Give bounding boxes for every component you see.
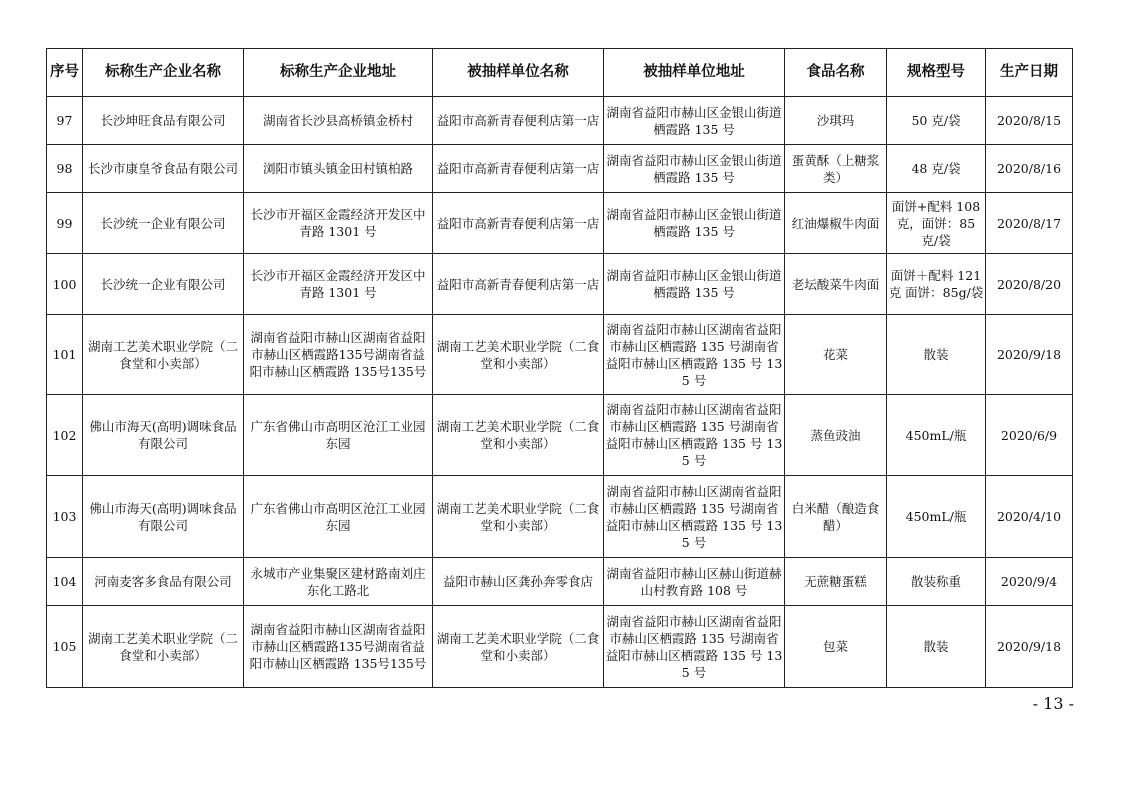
cell-specification: 散装 xyxy=(887,606,986,688)
cell-serial-number: 104 xyxy=(47,558,83,606)
header-specification: 规格型号 xyxy=(887,49,986,97)
table-row xyxy=(47,193,1073,254)
cell-serial-number: 102 xyxy=(47,395,83,476)
cell-manufacturer-name: 长沙坤旺食品有限公司 xyxy=(83,97,244,145)
cell-manufacturer-address: 长沙市开福区金霞经济开发区中青路 1301 号 xyxy=(244,254,433,315)
cell-specification: 散装称重 xyxy=(887,558,986,606)
cell-sampled-unit-name: 益阳市高新青春便利店第一店 xyxy=(433,254,604,315)
cell-production-date: 2020/9/18 xyxy=(986,315,1073,395)
cell-specification: 面饼+配料 108 克，面饼：85 克/袋 xyxy=(887,193,986,254)
cell-manufacturer-address: 湖南省益阳市赫山区湖南省益阳市赫山区栖霞路135号湖南省益阳市赫山区栖霞路 135号135号 xyxy=(244,606,433,688)
cell-production-date: 2020/6/9 xyxy=(986,395,1073,476)
cell-specification: 散装 xyxy=(887,315,986,395)
cell-sampled-unit-address: 湖南省益阳市赫山区金银山街道栖霞路 135 号 xyxy=(604,254,785,315)
header-food-name: 食品名称 xyxy=(785,49,887,97)
cell-sampled-unit-address: 湖南省益阳市赫山区金银山街道栖霞路 135 号 xyxy=(604,193,785,254)
cell-serial-number: 105 xyxy=(47,606,83,688)
header-manufacturer-address: 标称生产企业地址 xyxy=(244,49,433,97)
cell-manufacturer-address: 广东省佛山市高明区沧江工业园东园 xyxy=(244,395,433,476)
cell-sampled-unit-name: 湖南工艺美术职业学院（二食堂和小卖部） xyxy=(433,395,604,476)
header-manufacturer-name: 标称生产企业名称 xyxy=(83,49,244,97)
cell-sampled-unit-address: 湖南省益阳市赫山区湖南省益阳市赫山区栖霞路 135 号湖南省益阳市赫山区栖霞路 135 号 135 号 xyxy=(604,606,785,688)
cell-manufacturer-name: 长沙统一企业有限公司 xyxy=(83,254,244,315)
table-row xyxy=(47,145,1073,193)
cell-sampled-unit-name: 益阳市赫山区龚孙奔零食店 xyxy=(433,558,604,606)
cell-food-name: 红油爆椒牛肉面 xyxy=(785,193,887,254)
table-header-row xyxy=(47,49,1073,97)
cell-sampled-unit-name: 湖南工艺美术职业学院（二食堂和小卖部） xyxy=(433,606,604,688)
table-row xyxy=(47,254,1073,315)
cell-sampled-unit-name: 益阳市高新青春便利店第一店 xyxy=(433,97,604,145)
cell-manufacturer-name: 长沙统一企业有限公司 xyxy=(83,193,244,254)
cell-serial-number: 100 xyxy=(47,254,83,315)
cell-food-name: 蛋黄酥（上糖浆类） xyxy=(785,145,887,193)
cell-specification: 48 克/袋 xyxy=(887,145,986,193)
cell-sampled-unit-address: 湖南省益阳市赫山区赫山街道赫山村教育路 108 号 xyxy=(604,558,785,606)
header-serial-number: 序号 xyxy=(47,49,83,97)
cell-sampled-unit-address: 湖南省益阳市赫山区湖南省益阳市赫山区栖霞路 135 号湖南省益阳市赫山区栖霞路 135 号 135 号 xyxy=(604,395,785,476)
cell-sampled-unit-address: 湖南省益阳市赫山区金银山街道栖霞路 135 号 xyxy=(604,145,785,193)
cell-production-date: 2020/8/17 xyxy=(986,193,1073,254)
cell-food-name: 沙琪玛 xyxy=(785,97,887,145)
table-row xyxy=(47,606,1073,688)
cell-production-date: 2020/8/20 xyxy=(986,254,1073,315)
cell-sampled-unit-address: 湖南省益阳市赫山区湖南省益阳市赫山区栖霞路 135 号湖南省益阳市赫山区栖霞路 135 号 135 号 xyxy=(604,315,785,395)
header-sampled-unit-address: 被抽样单位地址 xyxy=(604,49,785,97)
cell-manufacturer-name: 河南麦客多食品有限公司 xyxy=(83,558,244,606)
cell-food-name: 白米醋（酿造食醋） xyxy=(785,476,887,558)
cell-manufacturer-address: 浏阳市镇头镇金田村镇柏路 xyxy=(244,145,433,193)
cell-food-name: 老坛酸菜牛肉面 xyxy=(785,254,887,315)
cell-specification: 450mL/瓶 xyxy=(887,395,986,476)
cell-manufacturer-name: 长沙市康皇爷食品有限公司 xyxy=(83,145,244,193)
cell-manufacturer-name: 佛山市海天(高明)调味食品有限公司 xyxy=(83,395,244,476)
cell-food-name: 无蔗糖蛋糕 xyxy=(785,558,887,606)
cell-manufacturer-address: 湖南省长沙县高桥镇金桥村 xyxy=(244,97,433,145)
cell-manufacturer-name: 湖南工艺美术职业学院（二食堂和小卖部） xyxy=(83,606,244,688)
cell-manufacturer-address: 永城市产业集聚区建材路南刘庄东化工路北 xyxy=(244,558,433,606)
cell-serial-number: 98 xyxy=(47,145,83,193)
cell-food-name: 蒸鱼豉油 xyxy=(785,395,887,476)
table-row xyxy=(47,97,1073,145)
cell-manufacturer-name: 佛山市海天(高明)调味食品有限公司 xyxy=(83,476,244,558)
cell-sampled-unit-address: 湖南省益阳市赫山区湖南省益阳市赫山区栖霞路 135 号湖南省益阳市赫山区栖霞路 135 号 135 号 xyxy=(604,476,785,558)
cell-sampled-unit-name: 湖南工艺美术职业学院（二食堂和小卖部） xyxy=(433,476,604,558)
cell-specification: 50 克/袋 xyxy=(887,97,986,145)
cell-production-date: 2020/9/18 xyxy=(986,606,1073,688)
cell-sampled-unit-name: 湖南工艺美术职业学院（二食堂和小卖部） xyxy=(433,315,604,395)
cell-sampled-unit-name: 益阳市高新青春便利店第一店 xyxy=(433,145,604,193)
cell-serial-number: 97 xyxy=(47,97,83,145)
cell-manufacturer-address: 广东省佛山市高明区沧江工业园东园 xyxy=(244,476,433,558)
sampling-results-table xyxy=(46,48,1073,688)
cell-food-name: 花菜 xyxy=(785,315,887,395)
cell-specification: 450mL/瓶 xyxy=(887,476,986,558)
cell-serial-number: 103 xyxy=(47,476,83,558)
cell-sampled-unit-name: 益阳市高新青春便利店第一店 xyxy=(433,193,604,254)
cell-sampled-unit-address: 湖南省益阳市赫山区金银山街道栖霞路 135 号 xyxy=(604,97,785,145)
header-production-date: 生产日期 xyxy=(986,49,1073,97)
cell-serial-number: 99 xyxy=(47,193,83,254)
cell-production-date: 2020/4/10 xyxy=(986,476,1073,558)
cell-manufacturer-address: 湖南省益阳市赫山区湖南省益阳市赫山区栖霞路135号湖南省益阳市赫山区栖霞路 135号135号 xyxy=(244,315,433,395)
cell-specification: 面饼＋配料 121 克 面饼：85g/袋 xyxy=(887,254,986,315)
cell-serial-number: 101 xyxy=(47,315,83,395)
cell-production-date: 2020/8/15 xyxy=(986,97,1073,145)
cell-food-name: 包菜 xyxy=(785,606,887,688)
table-row xyxy=(47,476,1073,558)
table-row xyxy=(47,558,1073,606)
page-number: - 13 - xyxy=(1032,694,1074,713)
cell-manufacturer-address: 长沙市开福区金霞经济开发区中青路 1301 号 xyxy=(244,193,433,254)
cell-manufacturer-name: 湖南工艺美术职业学院（二食堂和小卖部） xyxy=(83,315,244,395)
cell-production-date: 2020/9/4 xyxy=(986,558,1073,606)
cell-production-date: 2020/8/16 xyxy=(986,145,1073,193)
table-row xyxy=(47,395,1073,476)
header-sampled-unit-name: 被抽样单位名称 xyxy=(433,49,604,97)
table-row xyxy=(47,315,1073,395)
